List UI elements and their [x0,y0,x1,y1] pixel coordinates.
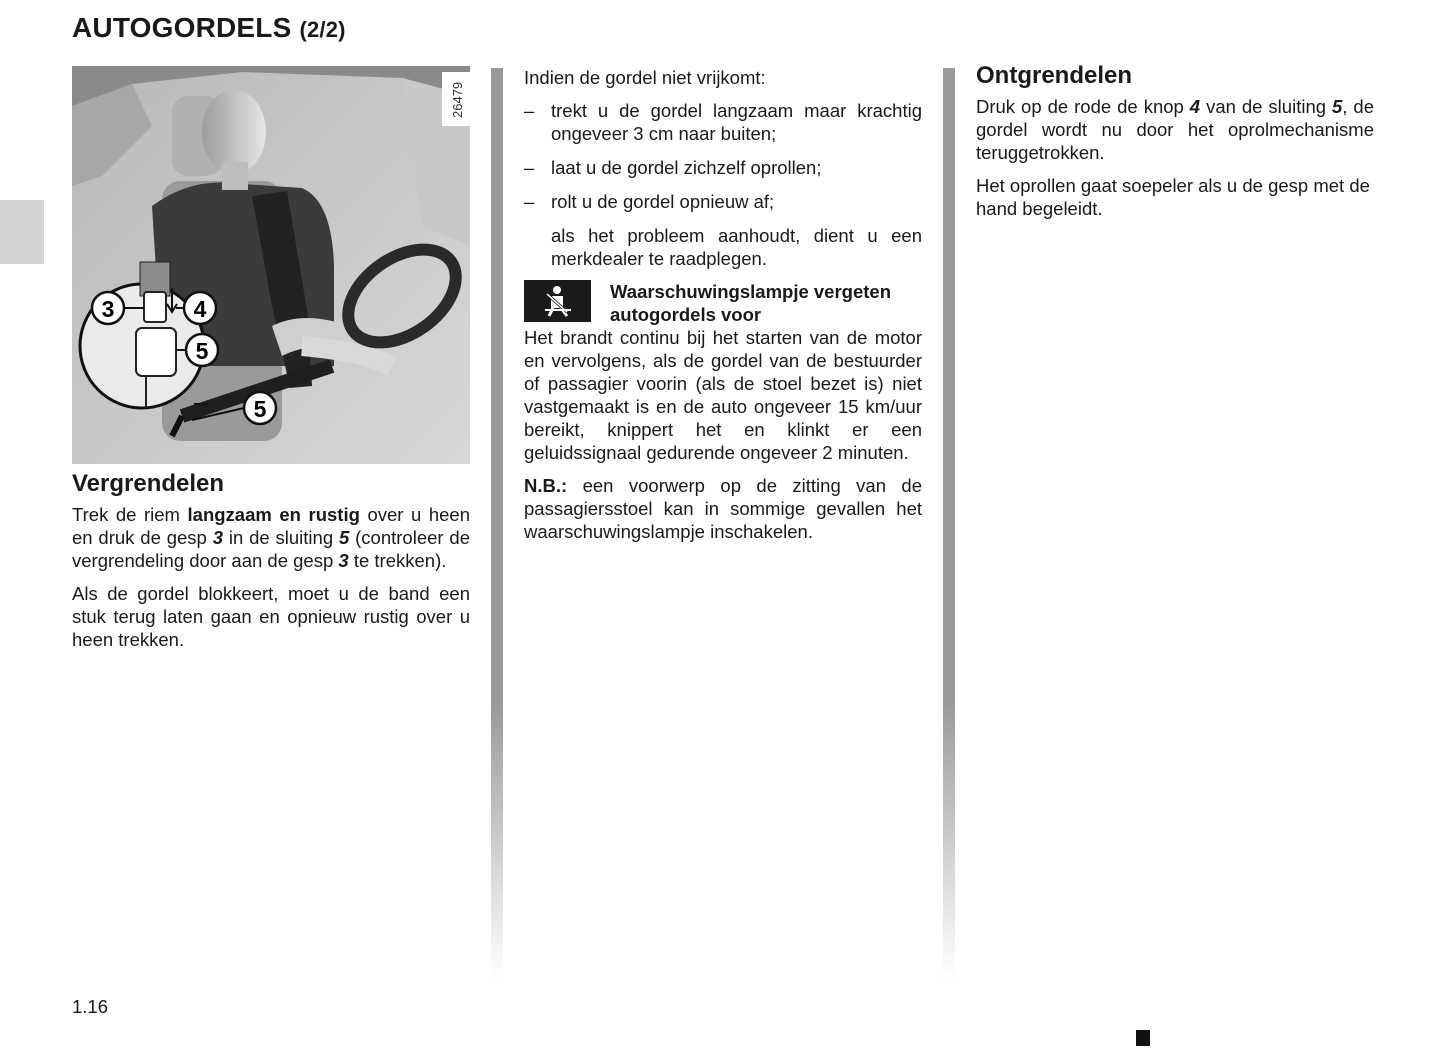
dash-bullet: – [524,157,535,178]
column-right [976,62,1374,230]
text-run: in de sluiting [222,527,339,548]
list-item-text: trekt u de gordel langzaam maar krachtig ongeveer 3 cm naar buiten; [551,100,922,144]
page-title [72,12,346,44]
callout-5-inset: 5 [195,338,209,364]
text-run: , de gordel wordt nu door het oprolmechanisme teruggetrokken. [976,96,1374,163]
dash-bullet: – [524,191,535,212]
nb-label: N.B.: [524,475,568,496]
callout-5-main: 5 [253,396,267,422]
end-of-section-mark [1136,1030,1150,1046]
list-item-text: laat u de gordel zichzelf oprollen; [551,157,822,178]
seatbelt-illustration [72,66,470,464]
list-item [524,190,922,213]
intro-text: Indien de gordel niet vrijkomt: [524,67,766,88]
heading-ontgrendelen: Ontgrendelen [976,62,1133,89]
emphasis-text: langzaam en rustig [187,504,360,525]
illustration-drawing [72,66,470,464]
warning-title: Waarschuwingslampje vergeten autogordels voor [610,281,892,325]
ref-number-3: 3 [338,550,349,571]
page-number: 1.16 [72,996,109,1017]
nb-note [524,474,922,543]
ref-number-3: 3 [212,527,223,548]
section-tab [0,200,44,264]
text-run: te trekken). [348,550,447,571]
warning-text: Het brandt continu bij het starten van de motor en vervolgens, als de gordel van de bestuurder of passagier voorin (als de stoel bezet is) niet vastgemaakt is en de auto ongeveer 15 km/uur bereikt, knippert het en klinkt er een geluidssignaal gedurende ongeveer 2 minuten. [524,327,922,463]
ref-number-5: 5 [338,527,350,548]
text-run: over u heen en druk de gesp [72,504,470,548]
text-run: van de sluiting [1200,96,1332,117]
figure-ref: 26479 [450,81,465,118]
list-item [524,156,922,179]
text-run: (controleer de vergrendeling door aan de gesp [72,527,470,571]
heading-vergrendelen: Vergrendelen [72,470,225,497]
text-run: Trek de riem [72,504,188,525]
column-left [72,66,470,661]
vergrendelen-paragraph-2: Als de gordel blokkeert, moet u de band een stuk terug laten gaan en opnieuw rustig over u heen trekken. [72,583,470,650]
ref-number-5: 5 [1332,96,1343,117]
vergrendelen-paragraph-1 [72,503,470,572]
list-item [524,99,922,145]
list-item-text: rolt u de gordel opnieuw af; [551,191,775,212]
column-middle [524,66,922,553]
callout-3: 3 [101,296,115,322]
text-run: Druk op de rode de knop [976,96,1190,117]
title-suffix: (2/2) [299,17,346,42]
title-main: AUTOGORDELS [72,12,292,43]
ref-number-4: 4 [1189,96,1201,117]
warning-block-header [524,280,922,326]
nb-text: een voorwerp op de zitting van de passagiersstoel kan in sommige gevallen het waarschuwingslampje inschakelen. [524,475,922,542]
dash-bullet: – [524,100,535,121]
seatbelt-warning-icon [524,280,591,322]
column-divider [491,68,503,978]
callout-4: 4 [193,296,207,322]
column-divider [943,68,955,978]
list-continuation: als het probleem aanhoudt, dient u een merkdealer te raadplegen. [551,225,922,269]
ontgrendelen-paragraph-2: Het oprollen gaat soepeler als u de gesp met de hand begeleidt. [976,175,1370,219]
ontgrendelen-paragraph-1 [976,95,1374,164]
